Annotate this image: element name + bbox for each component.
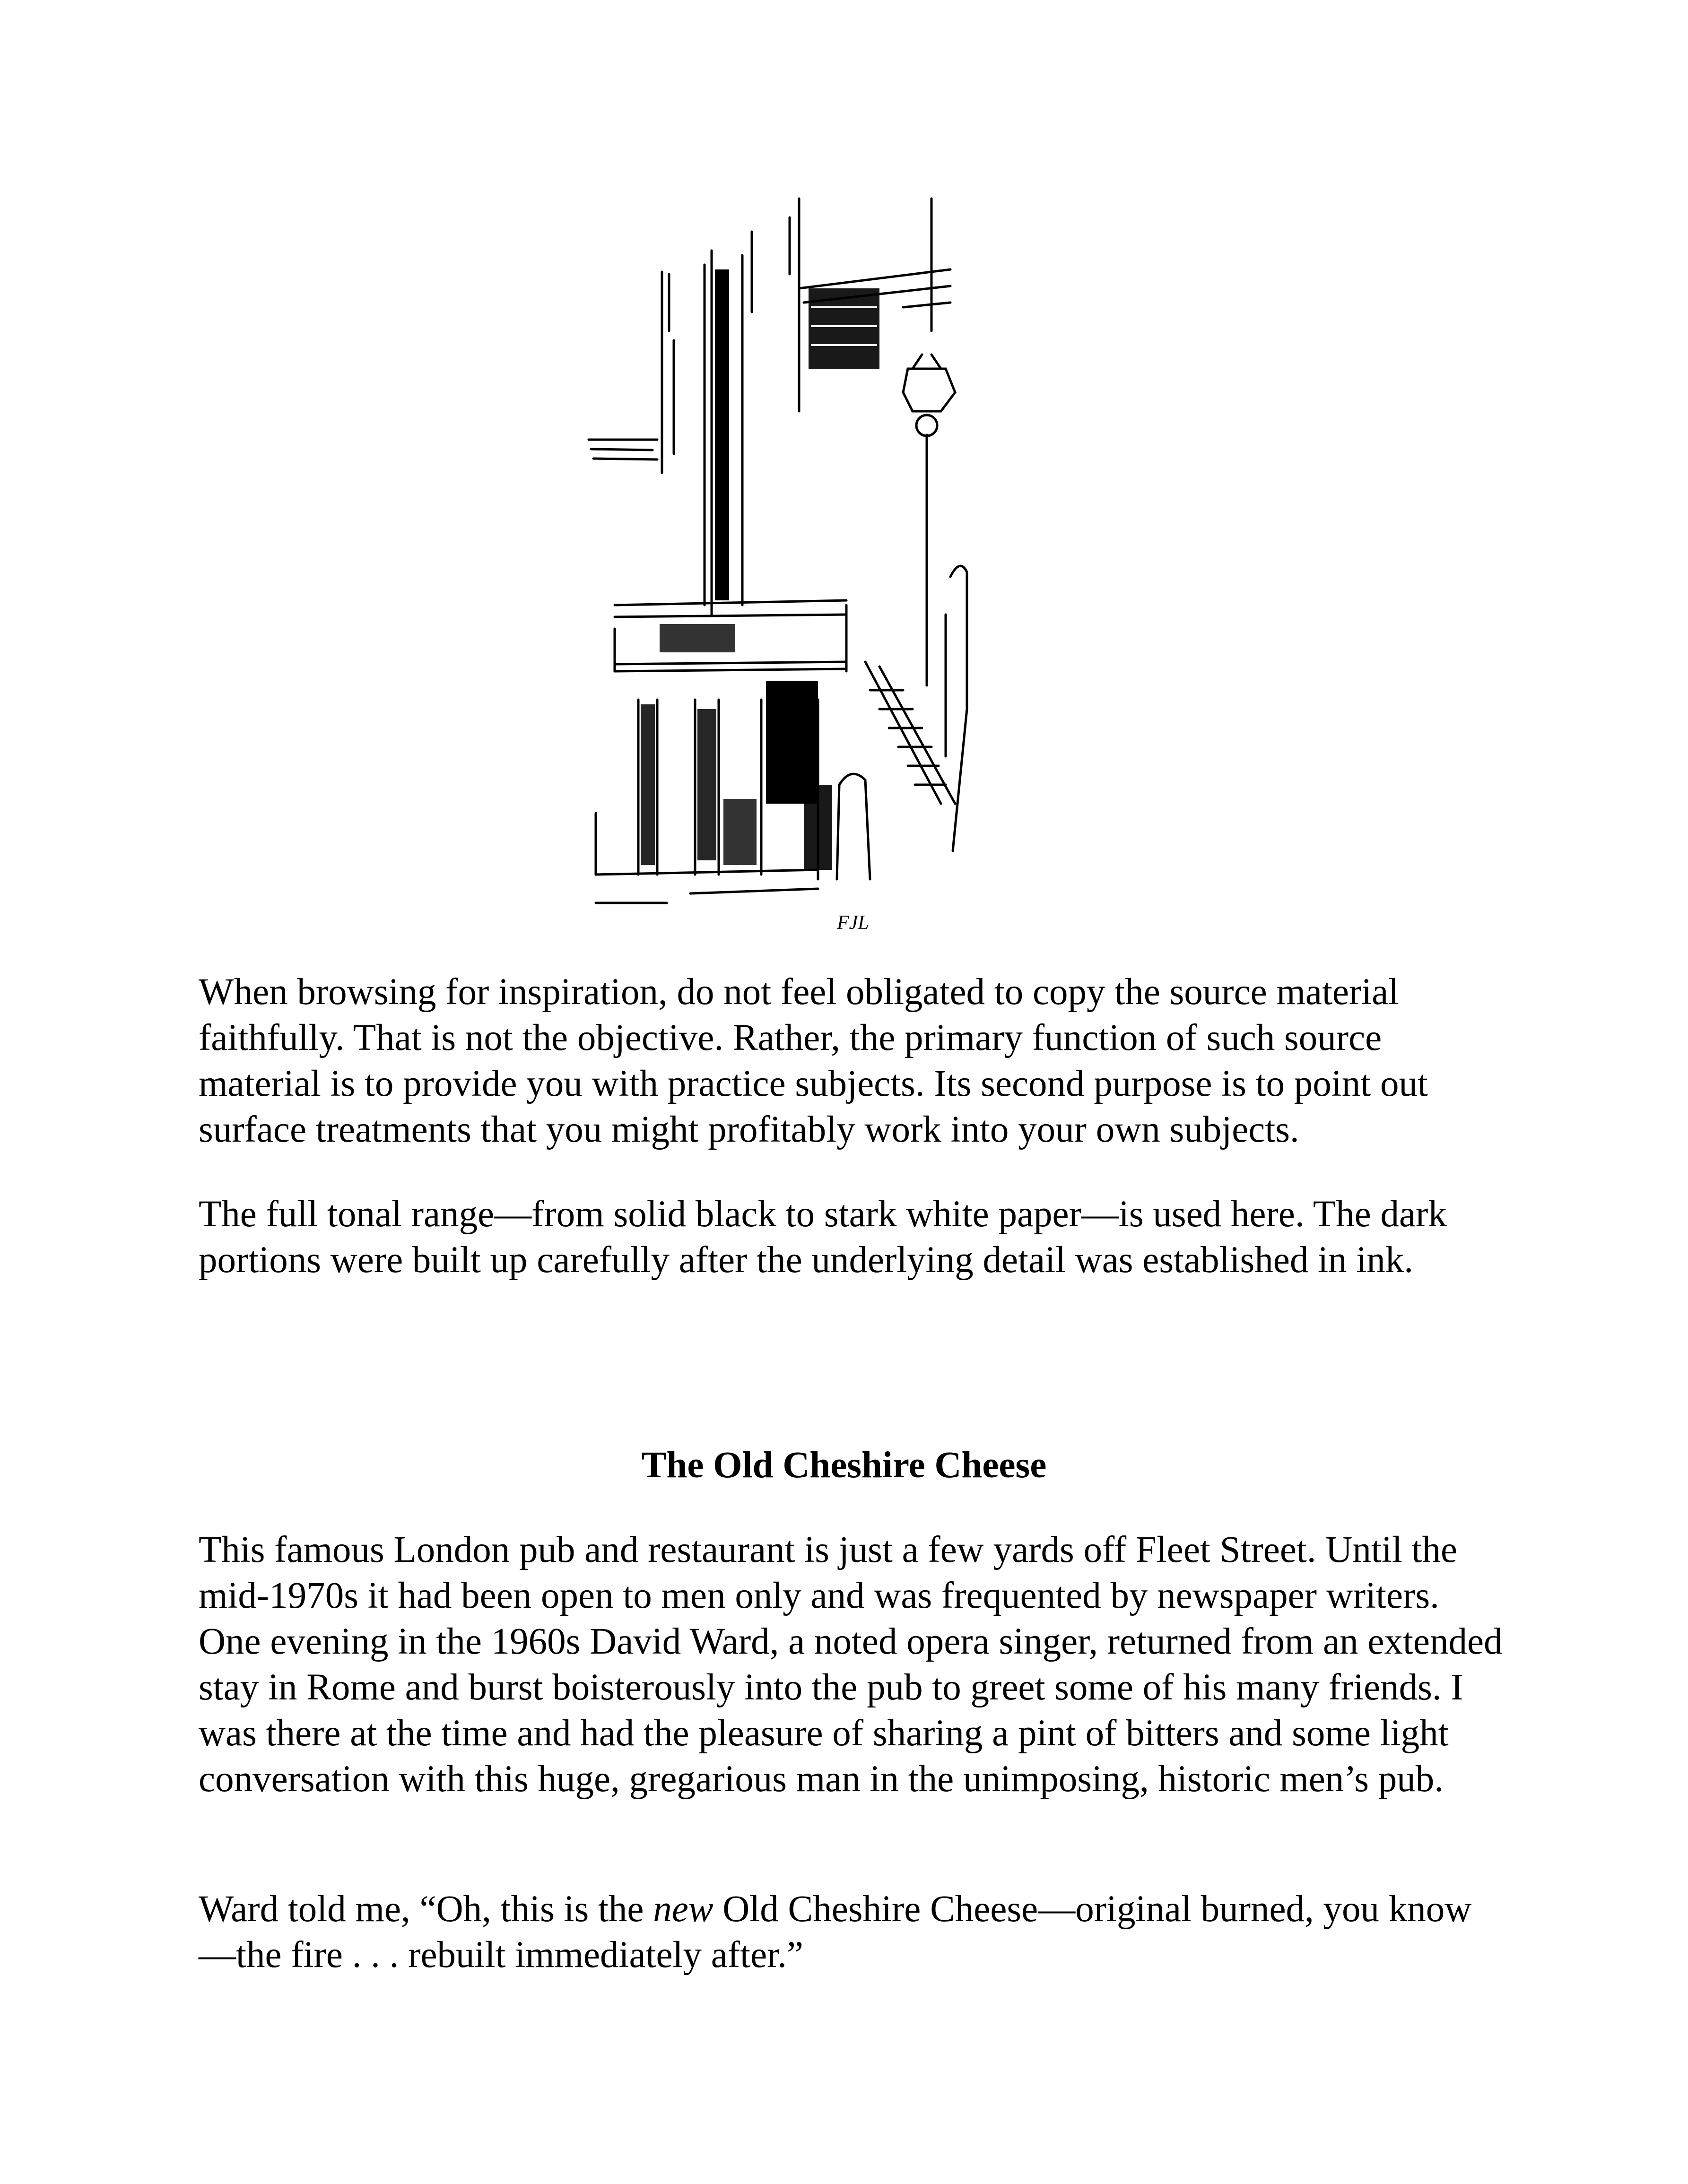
paragraph-ward-quote	[199, 1886, 1504, 1978]
quote-text-after: Old Cheshire Cheese—original burned, you know—the fire . . . rebuilt immediately after.”	[199, 1889, 1472, 1976]
quote-emphasis: new	[653, 1889, 713, 1930]
paragraph-tonal-range: The full tonal range—from solid black to stark white paper—is used here. The dark portions were built up carefully after the underlying detail was established in ink.	[199, 1194, 1447, 1281]
paragraph-pub-story: This famous London pub and restaurant is just a few yards off Fleet Street. Until the mid-1970s it had been open to men only and was frequented by newspaper writers. One evening in the 1960s David Ward, a noted opera singer, returned from an extended stay in Rome and burst boisterously into the pub to greet some of his many friends. I was there at the time and had the pleasure of sharing a pint of bitters and some light conversation with this huge, gregarious man in the unimposing, historic men’s pub.	[199, 1529, 1503, 1800]
artist-signature: FJL	[837, 912, 869, 934]
sketch-drawing	[582, 189, 1106, 936]
quote-text-before: Ward told me, “Oh, this is the	[199, 1889, 653, 1930]
pub-entrance-sketch	[582, 189, 1106, 936]
paragraph-inspiration: When browsing for inspiration, do not feel obligated to copy the source material faithfully. That is not the objective. Rather, the primary function of such source material is to provide you with practice subjects. Its second purpose is to point out surface treatments that you might profitably work into your own subjects.	[199, 971, 1428, 1150]
section-heading: The Old Cheshire Cheese	[641, 1445, 1047, 1486]
